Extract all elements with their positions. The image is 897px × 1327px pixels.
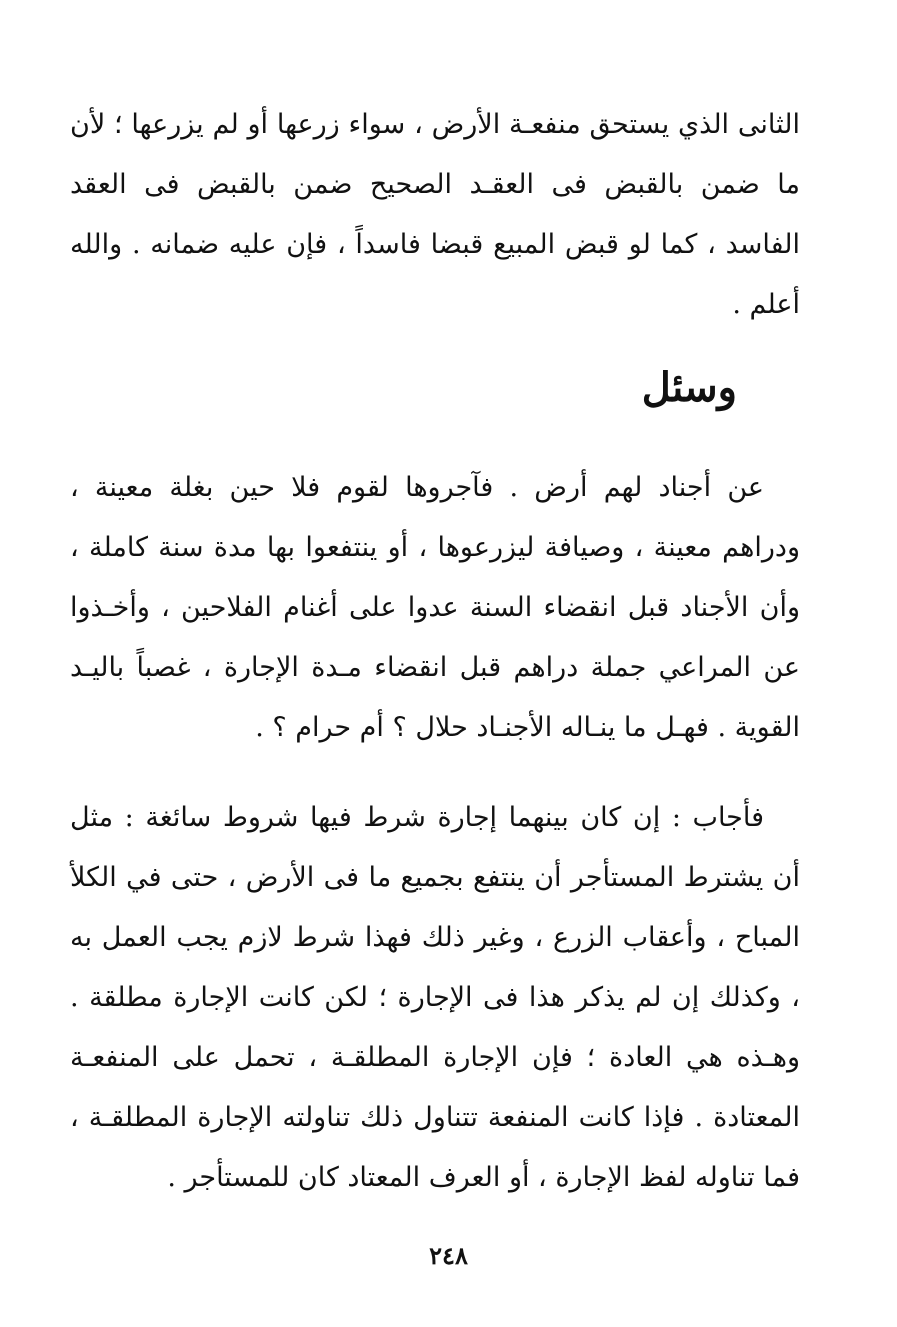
question-paragraph: عن أجناد لهم أرض . فآجروها لقوم فلا حين بغلة معينة ، ودراهم معينة ، وصيافة ليزرعوها ، أو ينتفعوا بها مدة سنة كاملة ، وأن الأجناد قبل انقضاء السنة عدوا على أغنام الفلاحين ، وأخـذوا عن المراعي جملة دراهم قبل انقضاء مـدة الإجارة ، غصباً باليـد القوية . فهـل ما ينـاله الأجنـاد حلال ؟ أم حرام ؟ . [70, 472, 800, 743]
section-heading: وسئل [641, 364, 737, 411]
intro-paragraph: الثانى الذي يستحق منفعـة الأرض ، سواء زرعها أو لم يزرعها ؛ لأن ما ضمن بالقبض فى العقـد الصحيح ضمن بالقبض فى العقد الفاسد ، كما لو قبض المبيع قبضا فاسداً ، فإن عليه ضمانه . والله أعلم . [70, 109, 800, 320]
page-number: ٢٤٨ [429, 1241, 468, 1270]
answer-paragraph: فأجاب : إن كان بينهما إجارة شرط فيها شروط سائغة : مثل أن يشترط المستأجر أن ينتفع بجميع ما فى الأرض ، حتى في الكلأ المباح ، وأعقاب الزرع ، وغير ذلك فهذا شرط لازم يجب العمل به ، وكذلك إن لم يذكر هذا فى الإجارة ؛ لكن كانت الإجارة مطلقة . وهـذه هي العادة ؛ فإن الإجارة المطلقـة ، تحمل على المنفعـة المعتادة . فإذا كانت المنفعة تتناول ذلك تناولته الإجارة المطلقـة ، فما تناوله لفظ الإجارة ، أو العرف المعتاد كان للمستأجر . [70, 802, 800, 1193]
